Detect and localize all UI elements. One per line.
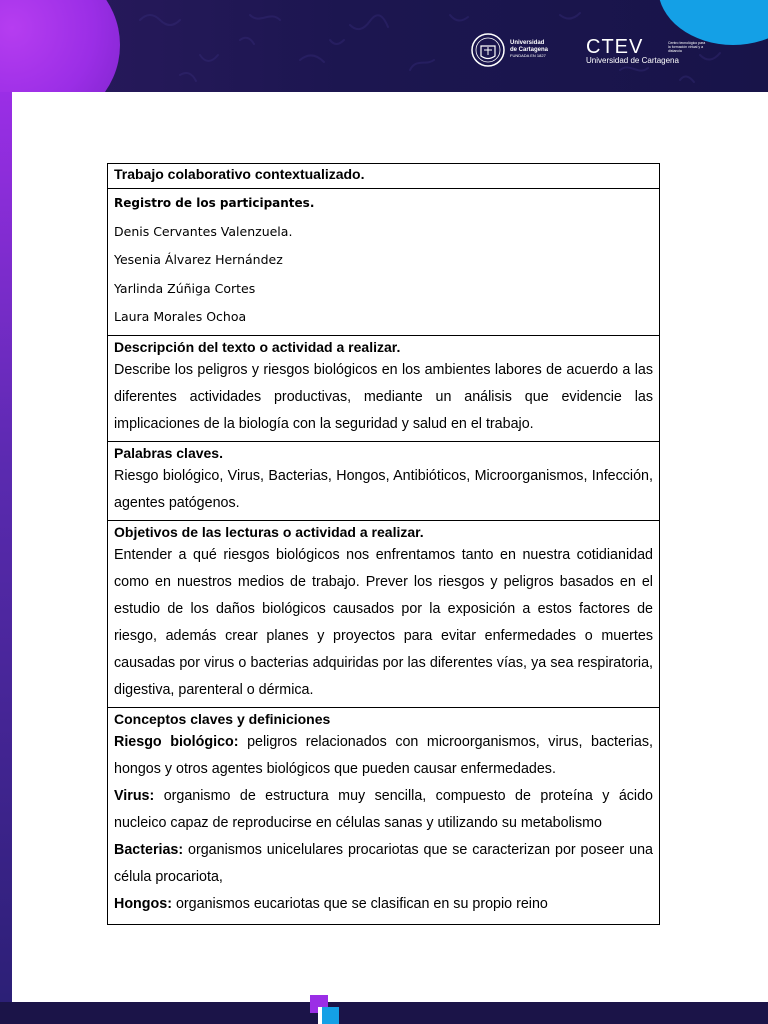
- objectives-section: [108, 520, 659, 707]
- concept-definition: [114, 783, 653, 837]
- purple-shape: [0, 0, 120, 92]
- concepts-section: [108, 707, 659, 924]
- description-heading: Descripción del texto o actividad a realizar.: [114, 338, 401, 355]
- participant-name: Laura Morales Ochoa: [114, 309, 247, 324]
- document-title: Trabajo colaborativo contextualizado.: [114, 166, 365, 182]
- participants-section: [108, 188, 659, 335]
- description-section: [108, 335, 659, 441]
- concept-definition: [114, 729, 653, 783]
- keywords-heading: Palabras claves.: [114, 444, 223, 461]
- participants-heading: Registro de los participantes.: [114, 196, 315, 210]
- concept-text: organismos unicelulares procariotas que se caracterizan por poseer una célula procariota,: [114, 841, 653, 885]
- university-logo-line1: Universidad: [510, 40, 545, 47]
- concept-term: Riesgo biológico:: [114, 733, 239, 750]
- participant-name: Yesenia Álvarez Hernández: [114, 252, 283, 267]
- university-logo-line3: FUNDADA EN 1827: [510, 53, 546, 59]
- white-divider: [318, 1007, 322, 1024]
- concept-definition: [114, 837, 653, 891]
- participant-name: Yarlinda Zúñiga Cortes: [114, 280, 256, 296]
- university-logo: [470, 32, 548, 68]
- concept-term: Virus:: [114, 787, 155, 804]
- concept-term: Bacterias:: [114, 841, 184, 858]
- description-text: Describe los peligros y riesgos biológicos en los ambientes labores de acuerdo a las diferentes actividades productivas, mediante un análisis que evidencie las implicaciones de la biología con la seguridad y salud en el trabajo.: [114, 361, 653, 432]
- concept-text: organismos eucariotas que se clasifican en su propio reino: [171, 895, 548, 912]
- ctev-wordmark: CTEV: [586, 36, 644, 58]
- concept-text: organismo de estructura muy sencilla, compuesto de proteína y ácido nucleico capaz de reproducirse en células sanas y utilizando su metabolismo: [114, 787, 653, 831]
- concepts-heading: Conceptos claves y definiciones: [114, 710, 331, 727]
- university-seal-icon: [470, 32, 506, 68]
- objectives-text: Entender a qué riesgos biológicos nos enfrentamos tanto en nuestra cotidianidad como en nuestros medios de trabajo. Prever los riesgos y peligros basados en el estudio de los daños biológicos causados por la exposición a estos factores de riesgo, además crear planes y proyectos para evitar enfermedades o muertes causadas por virus o bacterias adquiridas por las diferentes vías, ya sea respiratoria, digestiva, parenteral o dérmica.: [114, 546, 653, 698]
- concept-definition: [114, 891, 653, 918]
- title-section: [108, 164, 659, 188]
- footer-bar: [0, 1002, 768, 1024]
- header-banner: [0, 0, 768, 92]
- blue-square: [322, 1007, 339, 1024]
- keywords-text: Riesgo biológico, Virus, Bacterias, Hongos, Antibióticos, Microorganismos, Infección, agentes patógenos.: [114, 467, 653, 511]
- ctev-tagline: Centro tecnológico para la formación virtual y a distancia: [668, 41, 706, 54]
- concept-text: peligros relacionados con microorganismos, virus, bacterias, hongos y otros agentes biológicos que pueden causar enfermedades.: [114, 733, 653, 777]
- objectives-heading: Objetivos de las lecturas o actividad a realizar.: [114, 523, 424, 540]
- ctev-subtitle: Universidad de Cartagena: [586, 56, 679, 65]
- university-logo-line2: de Cartagena: [510, 46, 549, 53]
- ctev-logo: [586, 36, 706, 66]
- left-accent-strip: [0, 92, 12, 1024]
- keywords-section: [108, 441, 659, 520]
- concept-term: Hongos:: [114, 895, 172, 912]
- activity-table: [107, 163, 660, 925]
- participant-name: Denis Cervantes Valenzuela.: [114, 223, 293, 239]
